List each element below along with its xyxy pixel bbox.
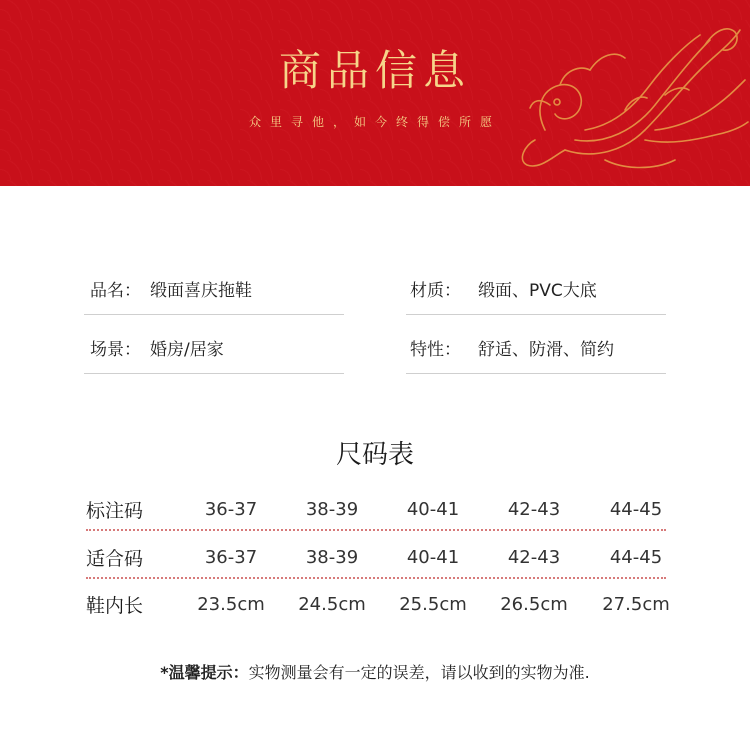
divider <box>84 373 344 374</box>
size-cell: 23.5cm <box>197 594 265 615</box>
dotted-divider <box>86 529 666 531</box>
attribute-label: 材质： <box>410 281 461 301</box>
dotted-divider <box>86 577 666 579</box>
size-cell: 44-45 <box>609 547 663 568</box>
attribute-scene <box>90 335 224 360</box>
size-table-title: 尺码表 <box>335 440 414 470</box>
size-cell: 38-39 <box>305 499 359 520</box>
size-cell: 25.5cm <box>399 594 467 615</box>
size-cell: 42-43 <box>507 499 561 520</box>
attribute-label: 场景： <box>90 340 141 360</box>
size-cell: 27.5cm <box>602 594 670 615</box>
attribute-value: 舒适、防滑、简约 <box>478 340 614 360</box>
attribute-label: 特性： <box>410 340 461 360</box>
size-cell: 40-41 <box>406 499 460 520</box>
divider <box>406 373 666 374</box>
size-cell: 40-41 <box>406 547 460 568</box>
size-cell: 36-37 <box>204 547 258 568</box>
attribute-value: 婚房/居家 <box>150 340 224 360</box>
attribute-name <box>90 276 252 301</box>
warm-tip-prefix: *温馨提示： <box>160 663 249 682</box>
divider <box>406 314 666 315</box>
size-row-label: 标注码 <box>86 500 144 522</box>
size-cell: 24.5cm <box>298 594 366 615</box>
phoenix-icon <box>505 10 750 186</box>
attribute-value: 缎面、PVC大底 <box>478 281 597 301</box>
size-cell: 42-43 <box>507 547 561 568</box>
attribute-feature <box>410 335 614 360</box>
banner-title: 商品信息 <box>278 46 471 95</box>
size-cell: 44-45 <box>609 499 663 520</box>
size-row-label: 鞋内长 <box>86 595 144 617</box>
size-cell: 26.5cm <box>500 594 568 615</box>
warm-tip <box>0 660 750 683</box>
size-cell: 36-37 <box>204 499 258 520</box>
attribute-value: 缎面喜庆拖鞋 <box>150 281 252 301</box>
warm-tip-text: 实物测量会有一定的误差，请以收到的实物为准. <box>248 663 590 682</box>
attribute-label: 品名： <box>90 281 141 301</box>
banner-subtitle: 众里寻他，如今终得偿所愿 <box>248 115 501 129</box>
size-cell: 38-39 <box>305 547 359 568</box>
product-info-banner <box>0 0 750 186</box>
attribute-material <box>410 276 597 301</box>
size-row-label: 适合码 <box>86 548 144 570</box>
divider <box>84 314 344 315</box>
